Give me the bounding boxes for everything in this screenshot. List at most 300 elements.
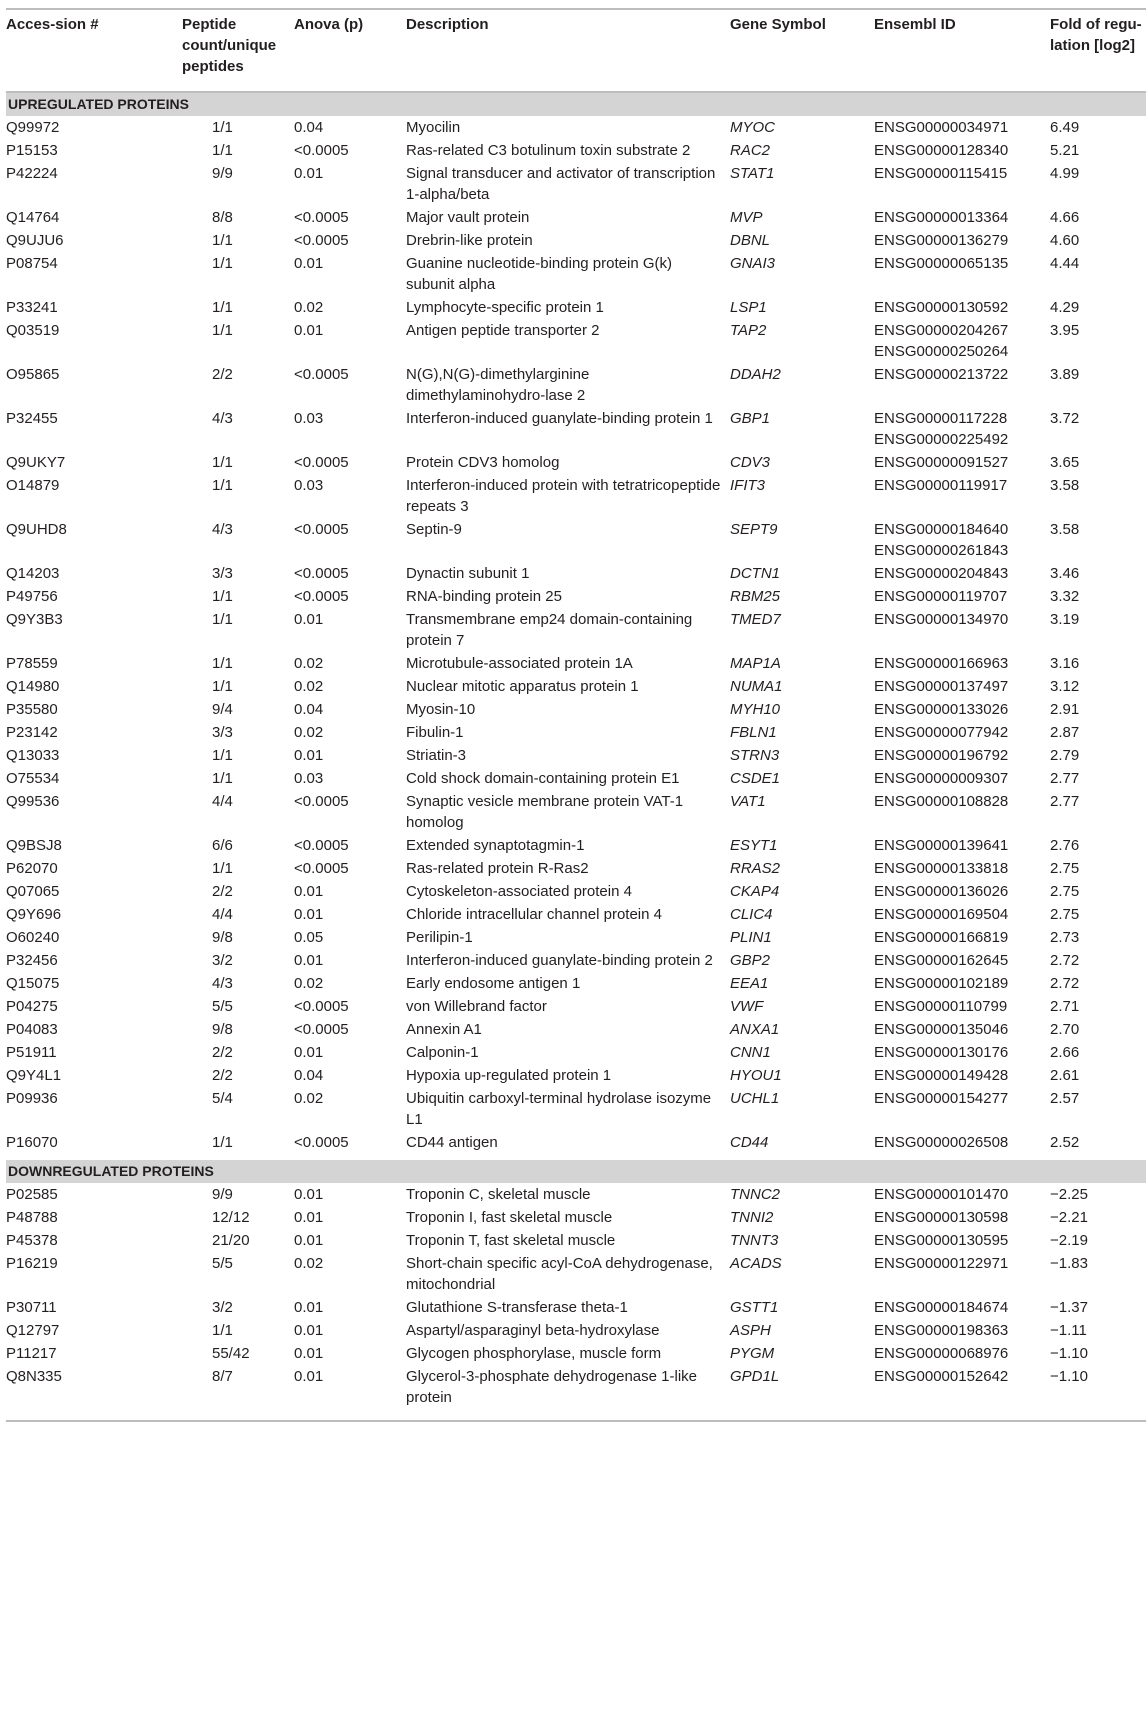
- cell-ensembl-id: ENSG00000115415: [874, 165, 1008, 182]
- cell-description: Short-chain specific acyl-CoA dehydrogenase, mitochondrial: [406, 1255, 713, 1293]
- cell-accession: P51911: [6, 1044, 57, 1061]
- cell-gene-symbol: SEPT9: [730, 521, 778, 538]
- cell-anova: 0.02: [294, 655, 324, 672]
- cell-anova: 0.02: [294, 1255, 324, 1272]
- cell-description: Cytoskeleton-associated protein 4: [406, 883, 632, 900]
- table-row: [6, 926, 1146, 949]
- cell-anova: <0.0005: [294, 366, 349, 383]
- cell-ensembl-id: ENSG00000162645: [874, 952, 1009, 969]
- cell-description: Troponin I, fast skeletal muscle: [406, 1209, 613, 1226]
- cell-fold-regulation: 4.66: [1050, 209, 1080, 226]
- cell-accession: Q14764: [6, 209, 60, 226]
- cell-peptide-count: 12/12: [212, 1209, 250, 1226]
- cell-fold-regulation: −1.11: [1050, 1322, 1087, 1339]
- cell-ensembl-id: ENSG00000149428: [874, 1067, 1009, 1084]
- cell-gene-symbol: MVP: [730, 209, 763, 226]
- table-row: [6, 744, 1146, 767]
- cell-fold-regulation: 3.58: [1050, 521, 1080, 538]
- cell-fold-regulation: 3.32: [1050, 588, 1080, 605]
- cell-fold-regulation: 5.21: [1050, 142, 1080, 159]
- cell-description: von Willebrand factor: [406, 998, 547, 1015]
- cell-ensembl-id: ENSG00000068976: [874, 1345, 1009, 1362]
- cell-fold-regulation: 3.65: [1050, 454, 1080, 471]
- cell-gene-symbol: CD44: [730, 1134, 769, 1151]
- cell-anova: 0.04: [294, 1067, 324, 1084]
- table-row: [6, 1252, 1146, 1296]
- cell-anova: 0.01: [294, 952, 324, 969]
- cell-anova: <0.0005: [294, 521, 349, 538]
- header-peptide-count: Peptide count/unique peptides: [182, 9, 294, 92]
- table-row: [6, 675, 1146, 698]
- cell-accession: Q03519: [6, 322, 60, 339]
- cell-gene-symbol: GNAI3: [730, 255, 776, 272]
- table-row: [6, 162, 1146, 206]
- cell-ensembl-id: ENSG00000122971: [874, 1255, 1009, 1272]
- cell-accession: P04083: [6, 1021, 58, 1038]
- cell-peptide-count: 8/8: [212, 209, 233, 226]
- cell-gene-symbol: VAT1: [730, 793, 766, 810]
- cell-ensembl-id: ENSG00000128340: [874, 142, 1009, 159]
- cell-description: Aspartyl/asparaginyl beta-hydroxylase: [406, 1322, 660, 1339]
- cell-ensembl-id: ENSG00000184640 ENSG00000261843: [874, 521, 1009, 559]
- cell-description: Drebrin-like protein: [406, 232, 533, 249]
- cell-gene-symbol: ESYT1: [730, 837, 778, 854]
- cell-fold-regulation: −1.10: [1050, 1365, 1146, 1421]
- cell-anova: 0.04: [294, 119, 324, 136]
- cell-gene-symbol: GSTT1: [730, 1299, 779, 1316]
- cell-peptide-count: 9/8: [212, 1021, 233, 1038]
- cell-anova: <0.0005: [294, 1134, 349, 1151]
- cell-description: Striatin-3: [406, 747, 467, 764]
- cell-accession: P16219: [6, 1255, 58, 1272]
- cell-description: Interferon-induced protein with tetratricopeptide repeats 3: [406, 477, 721, 515]
- cell-anova: 0.01: [294, 747, 324, 764]
- cell-peptide-count: 5/5: [212, 1255, 233, 1272]
- cell-accession: O60240: [6, 929, 60, 946]
- cell-gene-symbol: TNNT3: [730, 1232, 779, 1249]
- cell-ensembl-id: ENSG00000152642: [874, 1365, 1050, 1421]
- cell-peptide-count: 1/1: [212, 322, 233, 339]
- cell-anova: 0.01: [294, 1322, 324, 1339]
- cell-ensembl-id: ENSG00000198363: [874, 1322, 1009, 1339]
- cell-ensembl-id: ENSG00000130598: [874, 1209, 1009, 1226]
- table-row: [6, 790, 1146, 834]
- cell-accession: O14879: [6, 477, 60, 494]
- table-row: [6, 1183, 1146, 1206]
- cell-peptide-count: 1/1: [212, 255, 233, 272]
- cell-anova: 0.03: [294, 410, 324, 427]
- cell-anova: 0.02: [294, 1090, 324, 1107]
- cell-fold-regulation: 2.57: [1050, 1090, 1080, 1107]
- cell-fold-regulation: −2.25: [1050, 1186, 1088, 1203]
- cell-fold-regulation: 2.75: [1050, 906, 1080, 923]
- cell-ensembl-id: ENSG00000117228 ENSG00000225492: [874, 410, 1009, 448]
- cell-peptide-count: 1/1: [212, 588, 233, 605]
- cell-description: Synaptic vesicle membrane protein VAT-1 homolog: [406, 793, 684, 831]
- cell-accession: Q9BSJ8: [6, 837, 62, 854]
- cell-gene-symbol: RBM25: [730, 588, 781, 605]
- cell-fold-regulation: −2.19: [1050, 1232, 1088, 1249]
- table-row: [6, 585, 1146, 608]
- cell-gene-symbol: TNNI2: [730, 1209, 774, 1226]
- table-row: [6, 834, 1146, 857]
- cell-description: Dynactin subunit 1: [406, 565, 530, 582]
- cell-accession: P49756: [6, 588, 58, 605]
- table-row: [6, 995, 1146, 1018]
- cell-anova: 0.01: [294, 255, 324, 272]
- cell-description: Ras-related C3 botulinum toxin substrate 2: [406, 142, 691, 159]
- cell-peptide-count: 9/8: [212, 929, 233, 946]
- table-row: [6, 451, 1146, 474]
- cell-description: Hypoxia up-regulated protein 1: [406, 1067, 612, 1084]
- table-row: [6, 1319, 1146, 1342]
- cell-peptide-count: 1/1: [212, 1322, 233, 1339]
- cell-ensembl-id: ENSG00000204843: [874, 565, 1009, 582]
- table-row: [6, 1018, 1146, 1041]
- cell-anova: <0.0005: [294, 1021, 349, 1038]
- cell-description: Signal transducer and activator of transcription 1-alpha/beta: [406, 165, 716, 203]
- table-row: [6, 1087, 1146, 1131]
- cell-fold-regulation: 2.66: [1050, 1044, 1080, 1061]
- cell-gene-symbol: DBNL: [730, 232, 771, 249]
- cell-fold-regulation: 2.61: [1050, 1067, 1080, 1084]
- table-row: [6, 767, 1146, 790]
- cell-anova: <0.0005: [294, 209, 349, 226]
- cell-fold-regulation: 2.77: [1050, 793, 1080, 810]
- cell-fold-regulation: 3.46: [1050, 565, 1080, 582]
- cell-anova: 0.02: [294, 678, 324, 695]
- cell-anova: 0.01: [294, 611, 324, 628]
- cell-ensembl-id: ENSG00000154277: [874, 1090, 1009, 1107]
- header-fold-regulation: Fold of regu-lation [log2]: [1050, 9, 1146, 92]
- cell-anova: <0.0005: [294, 232, 349, 249]
- cell-description: Troponin T, fast skeletal muscle: [406, 1232, 616, 1249]
- table-row: [6, 949, 1146, 972]
- cell-fold-regulation: −1.37: [1050, 1299, 1088, 1316]
- cell-description: Transmembrane emp24 domain-containing protein 7: [406, 611, 693, 649]
- cell-accession: P04275: [6, 998, 58, 1015]
- cell-anova: 0.01: [294, 1186, 324, 1203]
- cell-description: Major vault protein: [406, 209, 530, 226]
- cell-peptide-count: 9/4: [212, 701, 233, 718]
- cell-accession: P02585: [6, 1186, 58, 1203]
- cell-peptide-count: 3/2: [212, 1299, 233, 1316]
- cell-fold-regulation: 3.89: [1050, 366, 1080, 383]
- cell-description: Perilipin-1: [406, 929, 473, 946]
- cell-gene-symbol: TAP2: [730, 322, 767, 339]
- cell-peptide-count: 4/4: [212, 793, 233, 810]
- cell-accession: P32456: [6, 952, 58, 969]
- cell-ensembl-id: ENSG00000166819: [874, 929, 1009, 946]
- cell-peptide-count: 2/2: [212, 366, 233, 383]
- cell-fold-regulation: 2.91: [1050, 701, 1080, 718]
- cell-description: Annexin A1: [406, 1021, 482, 1038]
- cell-ensembl-id: ENSG00000130592: [874, 299, 1009, 316]
- cell-gene-symbol: CKAP4: [730, 883, 780, 900]
- cell-gene-symbol: UCHL1: [730, 1090, 780, 1107]
- cell-anova: <0.0005: [294, 860, 349, 877]
- cell-gene-symbol: CSDE1: [730, 770, 781, 787]
- cell-anova: 0.01: [294, 1345, 324, 1362]
- cell-anova: 0.01: [294, 1209, 324, 1226]
- cell-anova: <0.0005: [294, 793, 349, 810]
- cell-peptide-count: 9/9: [212, 165, 233, 182]
- cell-anova: 0.02: [294, 299, 324, 316]
- cell-accession: Q9UJU6: [6, 232, 64, 249]
- cell-accession: Q07065: [6, 883, 60, 900]
- cell-peptide-count: 1/1: [212, 299, 233, 316]
- cell-peptide-count: 1/1: [212, 860, 233, 877]
- table-row: [6, 363, 1146, 407]
- cell-description: Early endosome antigen 1: [406, 975, 581, 992]
- cell-peptide-count: 4/4: [212, 906, 233, 923]
- cell-accession: P33241: [6, 299, 58, 316]
- cell-gene-symbol: STAT1: [730, 165, 775, 182]
- cell-gene-symbol: GBP2: [730, 952, 771, 969]
- cell-description: Ubiquitin carboxyl-terminal hydrolase isozyme L1: [406, 1090, 712, 1128]
- cell-anova: 0.01: [294, 1299, 324, 1316]
- cell-peptide-count: 9/9: [212, 1186, 233, 1203]
- cell-gene-symbol: TNNC2: [730, 1186, 781, 1203]
- cell-accession: P32455: [6, 410, 58, 427]
- cell-description: Cold shock domain-containing protein E1: [406, 770, 680, 787]
- cell-anova: 0.01: [294, 322, 324, 339]
- cell-ensembl-id: ENSG00000130176: [874, 1044, 1009, 1061]
- cell-peptide-count: 2/2: [212, 1044, 233, 1061]
- cell-gene-symbol: ASPH: [730, 1322, 771, 1339]
- cell-anova: 0.02: [294, 975, 324, 992]
- cell-description: Nuclear mitotic apparatus protein 1: [406, 678, 639, 695]
- cell-peptide-count: 1/1: [212, 142, 233, 159]
- cell-description: Glycogen phosphorylase, muscle form: [406, 1345, 662, 1362]
- cell-accession: Q9Y3B3: [6, 611, 63, 628]
- table-row: [6, 1296, 1146, 1319]
- section-header-row: [6, 1160, 1146, 1183]
- header-ensembl-id: Ensembl ID: [874, 9, 1050, 92]
- cell-accession: P35580: [6, 701, 58, 718]
- cell-peptide-count: 4/3: [212, 975, 233, 992]
- cell-gene-symbol: ANXA1: [730, 1021, 780, 1038]
- cell-gene-symbol: ACADS: [730, 1255, 782, 1272]
- cell-gene-symbol: CDV3: [730, 454, 771, 471]
- cell-accession: Q8N335: [6, 1365, 182, 1421]
- cell-accession: P30711: [6, 1299, 57, 1316]
- cell-peptide-count: 1/1: [212, 770, 233, 787]
- cell-fold-regulation: 3.95: [1050, 322, 1080, 339]
- cell-gene-symbol: TMED7: [730, 611, 781, 628]
- cell-ensembl-id: ENSG00000013364: [874, 209, 1009, 226]
- section-header-row: [6, 92, 1146, 116]
- cell-description: Microtubule-associated protein 1A: [406, 655, 633, 672]
- cell-fold-regulation: 3.16: [1050, 655, 1080, 672]
- cell-anova: 0.02: [294, 724, 324, 741]
- header-description: Description: [406, 9, 730, 92]
- cell-accession: Q9Y4L1: [6, 1067, 62, 1084]
- cell-anova: 0.05: [294, 929, 324, 946]
- cell-gene-symbol: MYH10: [730, 701, 781, 718]
- cell-anova: 0.01: [294, 906, 324, 923]
- cell-peptide-count: 1/1: [212, 454, 233, 471]
- cell-accession: O75534: [6, 770, 60, 787]
- table-row: [6, 116, 1146, 139]
- cell-accession: P11217: [6, 1345, 57, 1362]
- cell-fold-regulation: 2.52: [1050, 1134, 1080, 1151]
- cell-peptide-count: 2/2: [212, 883, 233, 900]
- table-row: [6, 139, 1146, 162]
- cell-description: Interferon-induced guanylate-binding protein 1: [406, 410, 713, 427]
- cell-fold-regulation: 2.73: [1050, 929, 1080, 946]
- cell-gene-symbol: MAP1A: [730, 655, 781, 672]
- cell-ensembl-id: ENSG00000139641: [874, 837, 1009, 854]
- cell-accession: Q13033: [6, 747, 60, 764]
- cell-anova: 0.03: [294, 770, 324, 787]
- table-row: [6, 474, 1146, 518]
- table-row: [6, 1131, 1146, 1154]
- cell-ensembl-id: ENSG00000026508: [874, 1134, 1009, 1151]
- cell-fold-regulation: 4.99: [1050, 165, 1080, 182]
- cell-anova: <0.0005: [294, 998, 349, 1015]
- cell-peptide-count: 1/1: [212, 1134, 233, 1151]
- cell-ensembl-id: ENSG00000169504: [874, 906, 1009, 923]
- cell-ensembl-id: ENSG00000130595: [874, 1232, 1009, 1249]
- cell-ensembl-id: ENSG00000101470: [874, 1186, 1009, 1203]
- cell-fold-regulation: 2.87: [1050, 724, 1080, 741]
- table-row: [6, 857, 1146, 880]
- table-row: [6, 296, 1146, 319]
- cell-anova: 0.03: [294, 477, 324, 494]
- cell-peptide-count: 55/42: [212, 1345, 250, 1362]
- table-row: [6, 229, 1146, 252]
- cell-ensembl-id: ENSG00000091527: [874, 454, 1009, 471]
- cell-peptide-count: 5/5: [212, 998, 233, 1015]
- cell-description: CD44 antigen: [406, 1134, 498, 1151]
- cell-accession: O95865: [6, 366, 60, 383]
- table-header: [6, 9, 1146, 92]
- cell-accession: Q9UHD8: [6, 521, 67, 538]
- cell-fold-regulation: −2.21: [1050, 1209, 1088, 1226]
- cell-gene-symbol: GPD1L: [730, 1365, 874, 1421]
- cell-ensembl-id: ENSG00000077942: [874, 724, 1009, 741]
- cell-ensembl-id: ENSG00000009307: [874, 770, 1009, 787]
- cell-description: Glycerol-3-phosphate dehydrogenase 1-like protein: [406, 1365, 730, 1421]
- cell-peptide-count: 4/3: [212, 410, 233, 427]
- cell-fold-regulation: 2.77: [1050, 770, 1080, 787]
- cell-peptide-count: 4/3: [212, 521, 233, 538]
- cell-peptide-count: 2/2: [212, 1067, 233, 1084]
- cell-fold-regulation: 4.60: [1050, 232, 1080, 249]
- cell-fold-regulation: 2.72: [1050, 975, 1080, 992]
- cell-peptide-count: 3/3: [212, 565, 233, 582]
- cell-description: Extended synaptotagmin-1: [406, 837, 585, 854]
- table-row: [6, 1229, 1146, 1252]
- cell-anova: <0.0005: [294, 454, 349, 471]
- cell-peptide-count: 1/1: [212, 678, 233, 695]
- cell-fold-regulation: 2.72: [1050, 952, 1080, 969]
- cell-anova: 0.01: [294, 165, 324, 182]
- cell-description: Myosin-10: [406, 701, 476, 718]
- cell-gene-symbol: LSP1: [730, 299, 767, 316]
- cell-anova: 0.01: [294, 1365, 406, 1421]
- cell-description: Troponin C, skeletal muscle: [406, 1186, 591, 1203]
- cell-fold-regulation: 3.12: [1050, 678, 1080, 695]
- cell-gene-symbol: RAC2: [730, 142, 771, 159]
- cell-ensembl-id: ENSG00000135046: [874, 1021, 1009, 1038]
- cell-description: Calponin-1: [406, 1044, 479, 1061]
- cell-anova: <0.0005: [294, 588, 349, 605]
- cell-accession: Q99536: [6, 793, 60, 810]
- cell-peptide-count: 1/1: [212, 747, 233, 764]
- cell-peptide-count: 8/7: [182, 1365, 294, 1421]
- cell-accession: Q14203: [6, 565, 60, 582]
- header-anova: Anova (p): [294, 9, 406, 92]
- cell-gene-symbol: GBP1: [730, 410, 771, 427]
- cell-accession: Q99972: [6, 119, 60, 136]
- cell-gene-symbol: EEA1: [730, 975, 769, 992]
- cell-peptide-count: 3/3: [212, 724, 233, 741]
- table-row: [6, 319, 1146, 363]
- cell-gene-symbol: DDAH2: [730, 366, 781, 383]
- cell-description: Lymphocyte-specific protein 1: [406, 299, 604, 316]
- cell-accession: P48788: [6, 1209, 58, 1226]
- cell-fold-regulation: 2.76: [1050, 837, 1080, 854]
- table-row: [6, 407, 1146, 451]
- cell-ensembl-id: ENSG00000166963: [874, 655, 1009, 672]
- cell-anova: <0.0005: [294, 837, 349, 854]
- cell-peptide-count: 1/1: [212, 655, 233, 672]
- cell-description: Chloride intracellular channel protein 4: [406, 906, 662, 923]
- cell-accession: P15153: [6, 142, 58, 159]
- cell-gene-symbol: IFIT3: [730, 477, 766, 494]
- table-row: [6, 903, 1146, 926]
- cell-description: Ras-related protein R-Ras2: [406, 860, 589, 877]
- cell-ensembl-id: ENSG00000133026: [874, 701, 1009, 718]
- cell-description: Antigen peptide transporter 2: [406, 322, 600, 339]
- cell-ensembl-id: ENSG00000110799: [874, 998, 1008, 1015]
- cell-fold-regulation: 3.58: [1050, 477, 1080, 494]
- table-row: [6, 608, 1146, 652]
- cell-description: Myocilin: [406, 119, 461, 136]
- table-row: [6, 972, 1146, 995]
- cell-accession: P16070: [6, 1134, 58, 1151]
- cell-accession: P78559: [6, 655, 58, 672]
- cell-accession: P08754: [6, 255, 58, 272]
- cell-ensembl-id: ENSG00000184674: [874, 1299, 1009, 1316]
- cell-ensembl-id: ENSG00000137497: [874, 678, 1009, 695]
- table-row: [6, 698, 1146, 721]
- cell-gene-symbol: MYOC: [730, 119, 775, 136]
- cell-anova: 0.01: [294, 1232, 324, 1249]
- cell-anova: 0.01: [294, 1044, 324, 1061]
- cell-description: Interferon-induced guanylate-binding protein 2: [406, 952, 713, 969]
- cell-fold-regulation: 2.75: [1050, 883, 1080, 900]
- cell-peptide-count: 1/1: [212, 477, 233, 494]
- table-row: [6, 1206, 1146, 1229]
- cell-fold-regulation: 2.70: [1050, 1021, 1080, 1038]
- cell-fold-regulation: 2.75: [1050, 860, 1080, 877]
- cell-gene-symbol: HYOU1: [730, 1067, 782, 1084]
- cell-gene-symbol: CLIC4: [730, 906, 773, 923]
- cell-ensembl-id: ENSG00000213722: [874, 366, 1009, 383]
- cell-fold-regulation: 2.79: [1050, 747, 1080, 764]
- cell-peptide-count: 1/1: [212, 232, 233, 249]
- table-row: [6, 518, 1146, 562]
- table-row: [6, 1064, 1146, 1087]
- cell-ensembl-id: ENSG00000136026: [874, 883, 1009, 900]
- cell-accession: P42224: [6, 165, 58, 182]
- section-title: UPREGULATED PROTEINS: [6, 92, 1146, 116]
- cell-description: Glutathione S-transferase theta-1: [406, 1299, 628, 1316]
- cell-anova: <0.0005: [294, 565, 349, 582]
